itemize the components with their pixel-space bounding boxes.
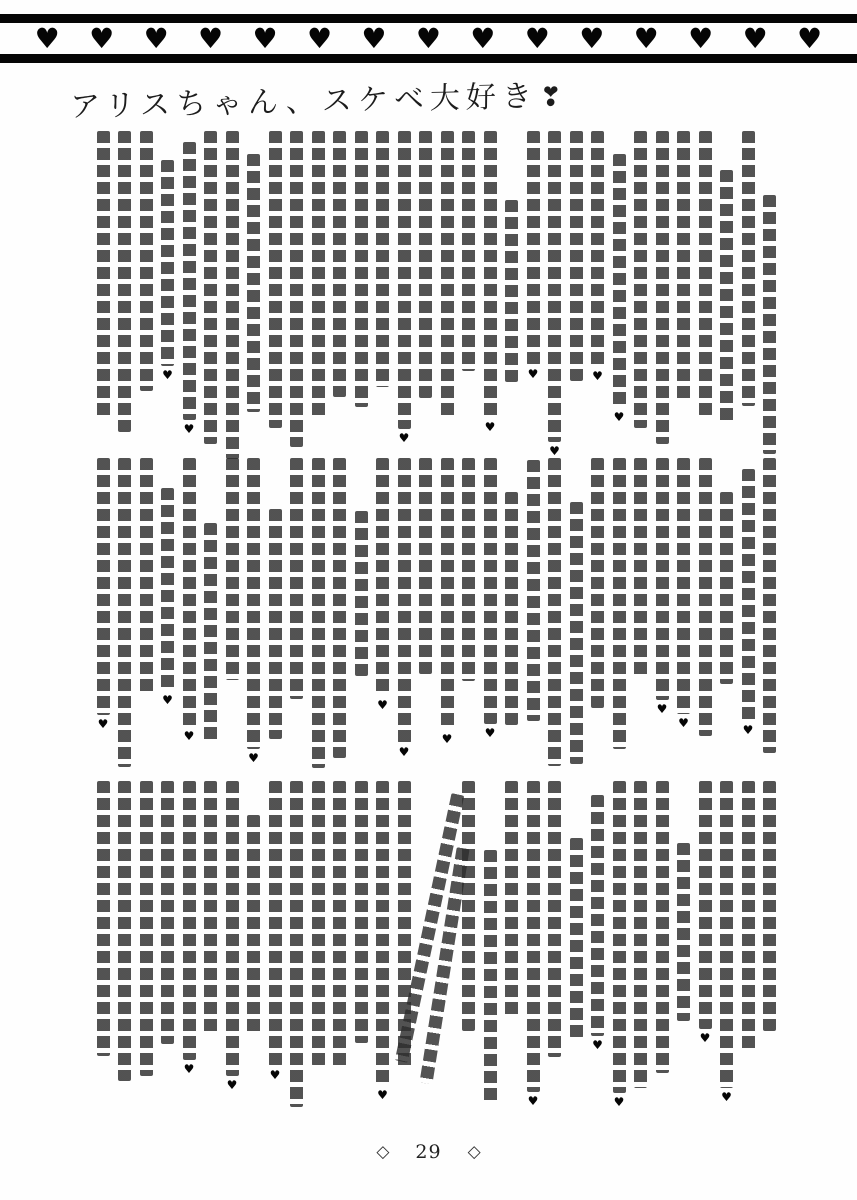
redacted-text-column (548, 458, 561, 768)
redacted-text-bar (505, 781, 518, 1019)
redacted-text-column (118, 458, 131, 768)
inline-heart-icon: ♥ (721, 1090, 732, 1104)
inline-heart-icon: ♥ (269, 1068, 281, 1082)
redacted-text-bar (699, 781, 712, 1029)
redacted-text-column (656, 781, 669, 1113)
redacted-text-column (591, 781, 604, 1113)
redacted-text-column (742, 458, 755, 768)
redacted-text-column (269, 781, 282, 1113)
redacted-text-column (677, 458, 690, 768)
redacted-text-column (699, 781, 712, 1113)
redacted-text-column (419, 131, 432, 459)
redacted-text-bar (204, 781, 217, 1033)
redacted-text-column (484, 781, 497, 1113)
redacted-text-bar (355, 131, 368, 407)
redacted-text-bar (376, 781, 389, 1086)
inline-heart-icon: ♥ (162, 693, 173, 707)
redacted-text-column (527, 458, 540, 768)
redacted-text-bar (312, 458, 325, 768)
redacted-text-column (333, 131, 346, 459)
redacted-text-bar (527, 781, 540, 1092)
heart-border (20, 23, 837, 54)
redacted-text-column (656, 458, 669, 768)
redacted-text-column (505, 458, 518, 768)
redacted-text-column (376, 131, 389, 459)
redacted-text-bar (720, 781, 733, 1088)
redacted-text-column (226, 458, 239, 768)
redacted-text-column (204, 131, 217, 459)
redacted-text-bar (742, 781, 755, 1053)
page-title-text: アリスちゃん、スケベ大好き (69, 78, 539, 125)
inline-heart-icon: ♥ (97, 717, 109, 731)
text-block-3 (78, 781, 776, 1113)
redacted-text-bar (226, 781, 239, 1076)
redacted-text-bar (656, 781, 669, 1073)
redacted-text-column (398, 131, 411, 459)
redacted-text-bar (290, 781, 303, 1107)
redacted-text-bar (613, 458, 626, 749)
redacted-text-bar (183, 142, 196, 420)
heart-icon: ♥ (34, 21, 60, 55)
redacted-text-column (613, 781, 626, 1113)
redacted-text-column (204, 781, 217, 1113)
redacted-text-column (97, 781, 110, 1113)
redacted-text-column (613, 458, 626, 768)
redacted-text-bar (613, 154, 626, 408)
redacted-text-column (290, 458, 303, 768)
inline-heart-icon: ♥ (441, 732, 453, 746)
redacted-text-bar (656, 458, 669, 700)
redacted-text-column (677, 781, 690, 1113)
redacted-text-column (570, 458, 583, 768)
inline-heart-icon: ♥ (162, 368, 173, 382)
redacted-text-bar (333, 781, 346, 1068)
redacted-text-bar (376, 458, 389, 696)
redacted-text-column (634, 131, 647, 459)
inline-heart-icon: ♥ (377, 698, 388, 712)
redacted-text-column (462, 458, 475, 768)
redacted-text-bar (505, 200, 518, 382)
redacted-text-bar (441, 458, 454, 730)
redacted-text-bar (527, 131, 540, 365)
inline-heart-icon: ♥ (592, 369, 603, 383)
redacted-text-column (97, 458, 110, 768)
redacted-text-bar (204, 523, 217, 743)
inline-heart-icon: ♥ (656, 702, 668, 716)
redacted-text-column (140, 781, 153, 1113)
redacted-text-column (398, 458, 411, 768)
redacted-text-bar (269, 509, 282, 739)
redacted-text-column (720, 131, 733, 459)
redacted-text-bar (355, 511, 368, 676)
redacted-text-column (484, 458, 497, 768)
redacted-text-bar (484, 850, 497, 1103)
redacted-text-bar (677, 131, 690, 400)
redacted-text-bar (677, 843, 690, 1021)
redacted-text-column (419, 458, 432, 768)
redacted-text-bar (333, 131, 346, 397)
heart-icon: ♥ (143, 21, 169, 55)
inline-heart-icon: ♥ (183, 729, 195, 743)
redacted-text-bar (398, 131, 411, 429)
inline-heart-icon: ♥ (549, 444, 560, 458)
redacted-text-column (441, 458, 454, 768)
redacted-text-bar (183, 781, 196, 1060)
redacted-text-column (548, 131, 561, 459)
redacted-text-column (570, 781, 583, 1113)
redacted-text-column (742, 131, 755, 459)
redacted-text-column (226, 131, 239, 459)
inline-heart-icon: ♥ (484, 420, 496, 434)
redacted-text-column (376, 458, 389, 768)
redacted-text-bar (247, 154, 260, 412)
border-rule-bottom (0, 54, 857, 63)
redacted-text-bar (118, 131, 131, 432)
redacted-text-bar (677, 458, 690, 714)
redacted-text-bar (247, 815, 260, 1034)
redacted-text-column (376, 781, 389, 1113)
text-block-1 (78, 131, 776, 459)
redacted-text-column (441, 131, 454, 459)
redacted-text-column (247, 131, 260, 459)
inline-heart-icon: ♥ (183, 422, 195, 436)
redacted-text-column (763, 131, 776, 459)
redacted-text-bar (312, 781, 325, 1066)
redacted-text-column (763, 781, 776, 1113)
redacted-text-column (548, 781, 561, 1113)
redacted-text-bar (570, 131, 583, 381)
redacted-text-bar (161, 488, 174, 691)
redacted-text-bar (613, 781, 626, 1093)
redacted-text-column (161, 458, 174, 768)
redacted-text-bar (312, 131, 325, 420)
redacted-text-bar (247, 458, 260, 749)
inline-heart-icon: ♥ (699, 1031, 711, 1045)
redacted-text-column (699, 131, 712, 459)
redacted-text-column (505, 781, 518, 1113)
redacted-text-column (355, 131, 368, 459)
redacted-text-bar (290, 131, 303, 447)
inline-heart-icon: ♥ (742, 723, 754, 737)
redacted-text-column (699, 458, 712, 768)
redacted-text-bar (419, 131, 432, 398)
redacted-text-bar (118, 781, 131, 1081)
redacted-text-bar (591, 131, 604, 367)
redacted-text-bar (591, 458, 604, 708)
redacted-text-bar (462, 458, 475, 681)
redacted-text-bar (269, 131, 282, 428)
redacted-text-bar (570, 502, 583, 764)
redacted-text-column (527, 131, 540, 459)
inline-heart-icon: ♥ (592, 1038, 603, 1052)
inline-heart-icon: ♥ (527, 1094, 539, 1108)
heart-icon: ♥ (89, 21, 115, 55)
redacted-text-column (312, 131, 325, 459)
redacted-text-bar (140, 458, 153, 695)
redacted-text-column (226, 781, 239, 1113)
redacted-text-column (118, 131, 131, 459)
redacted-text-bar (183, 458, 196, 727)
heart-icon: ♥ (306, 21, 333, 55)
inline-heart-icon: ♥ (226, 1078, 238, 1092)
redacted-text-bar (763, 195, 776, 454)
inline-heart-icon: ♥ (484, 726, 496, 740)
redacted-text-column (484, 131, 497, 459)
redacted-text-bar (505, 492, 518, 725)
page-number: 29 (415, 1141, 442, 1163)
redacted-text-column (269, 131, 282, 459)
redacted-text-column (269, 458, 282, 768)
redacted-text-bar (591, 795, 604, 1036)
redacted-text-column (355, 458, 368, 768)
page-title (70, 70, 562, 125)
redacted-text-bar (570, 838, 583, 1038)
redacted-text-bar (419, 458, 432, 674)
inline-heart-icon: ♥ (613, 410, 625, 424)
redacted-text-column (204, 458, 217, 768)
redacted-text-bar (634, 781, 647, 1088)
inline-heart-icon: ♥ (377, 1088, 388, 1102)
redacted-text-column (763, 458, 776, 768)
redacted-text-bar (97, 131, 110, 420)
redacted-text-column (656, 131, 669, 459)
redacted-text-column (97, 131, 110, 459)
redacted-text-bar (140, 131, 153, 391)
redacted-text-column (613, 131, 626, 459)
redacted-text-column (183, 781, 196, 1113)
redacted-text-bar (484, 458, 497, 724)
redacted-text-column (505, 131, 518, 459)
redacted-text-bar (548, 781, 561, 1057)
redacted-text-column (591, 458, 604, 768)
redacted-text-bar (462, 131, 475, 371)
redacted-text-column (462, 131, 475, 459)
redacted-text-bar (140, 781, 153, 1076)
redacted-text-bar (226, 131, 239, 459)
redacted-text-bar (720, 492, 733, 684)
redacted-text-bar (398, 781, 411, 1067)
inline-heart-icon: ♥ (613, 1095, 625, 1109)
diamond-icon: ◇ (467, 1141, 481, 1162)
redacted-text-column (161, 781, 174, 1113)
redacted-text-column (140, 458, 153, 768)
redacted-text-column (634, 781, 647, 1113)
redacted-text-bar (527, 460, 540, 721)
redacted-text-bar (699, 131, 712, 416)
inline-heart-icon: ♥ (678, 716, 689, 730)
redacted-text-column (183, 458, 196, 768)
inline-heart-icon: ♥ (398, 431, 410, 445)
redacted-text-bar (333, 458, 346, 758)
redacted-text-column (720, 781, 733, 1113)
redacted-text-column (355, 781, 368, 1113)
inline-heart-icon: ♥ (527, 367, 539, 381)
inline-heart-icon: ♥ (183, 1062, 195, 1076)
redacted-text-bar (742, 469, 755, 721)
heart-icon: ♥ (198, 21, 224, 55)
redacted-text-bar (484, 131, 497, 418)
redacted-text-column (183, 131, 196, 459)
heart-icon: ♥ (252, 21, 278, 55)
redacted-text-column (312, 458, 325, 768)
redacted-text-bar (97, 458, 110, 715)
text-block-2 (78, 458, 776, 768)
redacted-text-bar (763, 781, 776, 1031)
redacted-text-column (398, 781, 411, 1113)
redacted-text-column (161, 131, 174, 459)
heart-exclamation-icon: ❣ (539, 82, 562, 113)
redacted-text-column (247, 781, 260, 1113)
redacted-text-bar (97, 781, 110, 1056)
redacted-text-bar (161, 160, 174, 366)
redacted-text-column (247, 458, 260, 768)
redacted-text-column (290, 781, 303, 1113)
redacted-text-bar (355, 781, 368, 1043)
heart-icon: ♥ (415, 21, 441, 55)
page-footer (0, 1141, 857, 1163)
heart-icon: ♥ (688, 21, 714, 55)
redacted-text-column (527, 781, 540, 1113)
redacted-text-bar (226, 458, 239, 680)
heart-icon: ♥ (470, 21, 496, 55)
redacted-text-bar (290, 458, 303, 699)
redacted-text-bar (742, 131, 755, 406)
redacted-text-bar (376, 131, 389, 387)
heart-icon: ♥ (797, 21, 823, 55)
redacted-text-column (118, 781, 131, 1113)
redacted-text-bar (269, 781, 282, 1066)
redacted-text-bar (548, 131, 561, 442)
heart-icon: ♥ (742, 21, 768, 55)
redacted-text-column (333, 458, 346, 768)
redacted-text-bar (398, 458, 411, 743)
redacted-text-column (677, 131, 690, 459)
heart-icon: ♥ (579, 21, 605, 55)
redacted-text-column (742, 781, 755, 1113)
inline-heart-icon: ♥ (248, 751, 259, 765)
heart-icon: ♥ (633, 21, 659, 55)
redacted-text-bar (699, 458, 712, 736)
diamond-icon: ◇ (376, 1141, 390, 1162)
heart-icon: ♥ (524, 21, 550, 55)
redacted-text-bar (634, 458, 647, 679)
redacted-text-bar (118, 458, 131, 767)
redacted-text-bar (161, 781, 174, 1044)
redacted-text-column (290, 131, 303, 459)
redacted-text-bar (548, 458, 561, 766)
redacted-text-column (591, 131, 604, 459)
redacted-text-column (140, 131, 153, 459)
redacted-text-bar (656, 131, 669, 444)
redacted-text-column (312, 781, 325, 1113)
redacted-text-bar (763, 458, 776, 753)
redacted-text-bar (634, 131, 647, 428)
redacted-text-bar (720, 170, 733, 424)
redacted-text-column (634, 458, 647, 768)
redacted-text-column (570, 131, 583, 459)
heart-icon: ♥ (361, 21, 387, 55)
inline-heart-icon: ♥ (398, 745, 410, 759)
redacted-text-bar (441, 131, 454, 418)
redacted-text-column (720, 458, 733, 768)
redacted-text-column (333, 781, 346, 1113)
redacted-text-bar (204, 131, 217, 444)
